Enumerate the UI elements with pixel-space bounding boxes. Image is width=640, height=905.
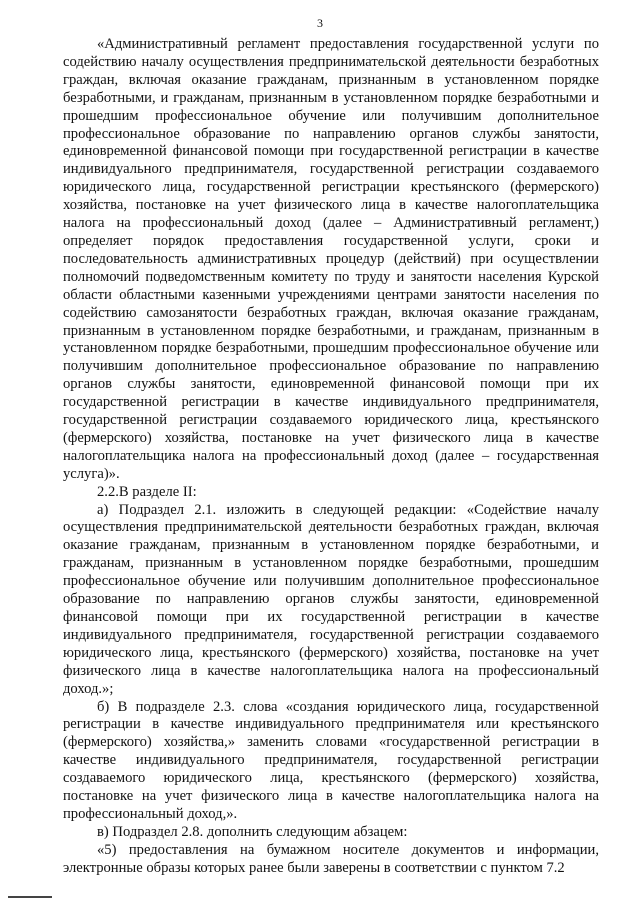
paragraph-section-2-2: 2.2.В разделе II: (97, 483, 197, 500)
paragraph-item-a: а) Подраздел 2.1. изложить в следующей редакции: «Содействие началу осуществления предпринимательской деятельности безработных граждан, включая оказание гражданам, признанным в установленном порядке безработными, и гражданам, признанным в установленном порядке безработными, прошедшим профессиональное обучение или получившим дополнительное профессиональное образование по направлению органов службы занятости, единовременной финансовой помощи при их государственной регистрации в качестве индивидуального предпринимателя, государственной регистрации создаваемого юридического лица, крестьянского (фермерского) хозяйства, постановке на учет физического лица в качестве налогоплательщика налога на профессиональный доход.»; (63, 501, 599, 697)
paragraph-item-v: в) Подраздел 2.8. дополнить следующим абзацем: (97, 823, 408, 840)
paragraph-regulation-title: «Административный регламент предоставления государственной услуги по содействию началу осуществления предпринимательской деятельности безработных граждан, включая оказание гражданам, признанным в установленном порядке безработными, и гражданам, признанным в установленном порядке безработными и прошедшим профессиональное обучение или получившим дополнительное профессиональное образование по направлению органов службы занятости, единовременной финансовой помощи при государственной регистрации в качестве индивидуального предпринимателя, государственной регистрации создаваемого юридического лица, государственной регистрации крестьянского (фермерского) хозяйства, постановке на учет физического лица в качестве налогоплательщика налога на профессиональный доход (далее – Административный регламент,) определяет порядок предоставления государственной услуги, сроки и последовательность административных процедур (действий) при осуществлении полномочий подведомственным комитету по труду и занятости населения Курской области областными казенными учреждениями центрами занятости населения по содействию самозанятости безработных граждан, включая оказание гражданам, признанным в установленном порядке безработными, и гражданам, признанным в установленном порядке безработными, прошедшим профессиональное обучение или получившим дополнительное профессиональное образование по направлению органов службы занятости, единовременной финансовой помощи при их государственной регистрации в качестве индивидуального предпринимателя, государственной регистрации создаваемого юридического лица, крестьянского (фермерского) хозяйства, постановке на учет физического лица в качестве налогоплательщика налога на профессиональный доход (далее – государственная услуга)». (63, 36, 599, 482)
footer-line (8, 896, 52, 898)
document-body (63, 36, 599, 878)
paragraph-item-b: б) В подразделе 2.3. слова «создания юридического лица, государственной регистрации в качестве индивидуального предпринимателя или крестьянского (фермерского) хозяйства,» заменить словами «государственной регистрации в качестве индивидуального предпринимателя, государственной регистрации создаваемого юридического лица, крестьянского (фермерского) хозяйства, постановке на учет физического лица в качестве налогоплательщика налога на профессиональный доход,». (63, 698, 599, 822)
paragraph-item-5: «5) предоставления на бумажном носителе документов и информации, электронные образы которых ранее были заверены в соответствии с пунктом 7.2 (63, 841, 599, 876)
page-number: 3 (317, 16, 323, 30)
